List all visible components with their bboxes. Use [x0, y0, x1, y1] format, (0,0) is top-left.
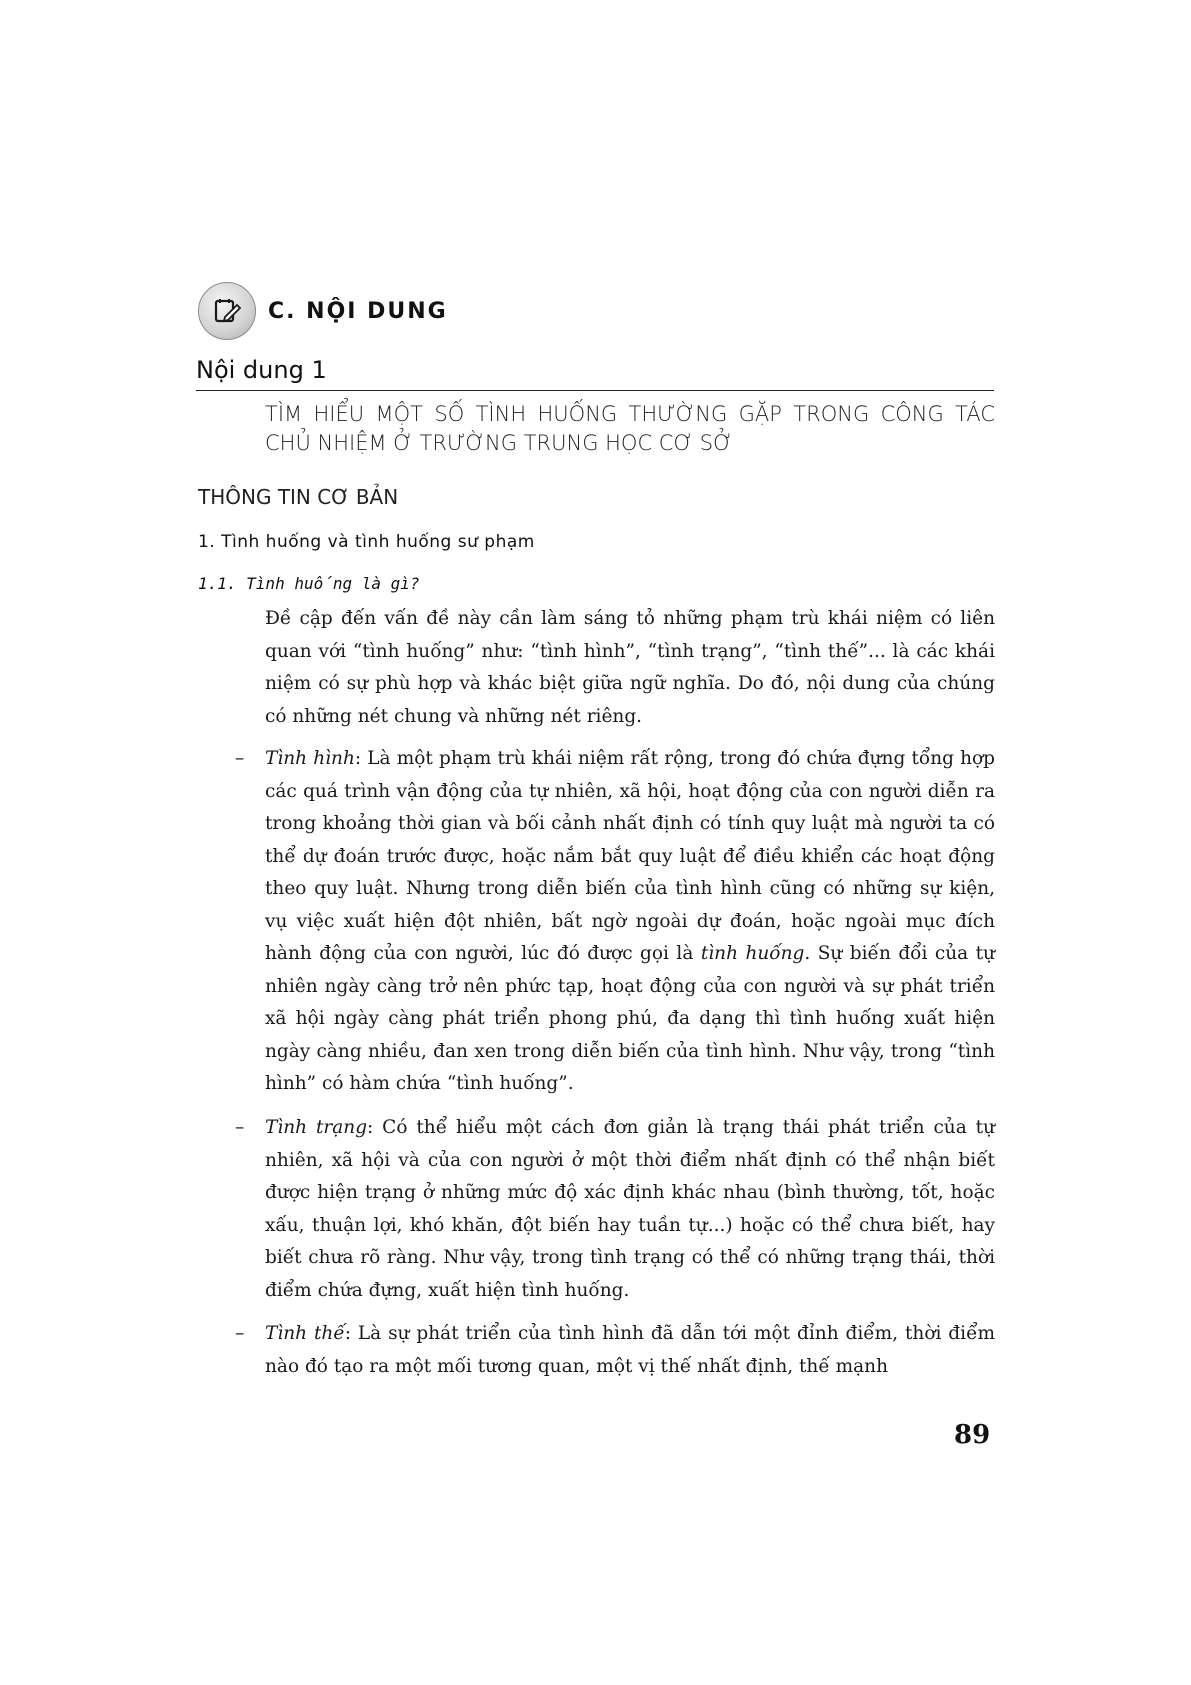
bullet-text: : Là một phạm trù khái niệm rất rộng, trong đó chứa đựng tổng hợp các quá trình vận động của tự nhiên, xã hội, hoạt động của con người diễn ra trong khoảng thời gian và bối cảnh nhất định có tính quy luật mà người ta có thể dự đoán trước được, hoặc nắm bắt quy luật để điều khiển các hoạt động theo quy luật. Nhưng trong diễn biến của tình hình cũng có những sự kiện, vụ việc xuất hiện đột nhiên, bất ngờ ngoài dự đoán, hoặc ngoài mục đích hành động của con người, lúc đó được gọi là [265, 748, 995, 964]
term: tình huống [700, 943, 805, 964]
term: Tình hình [265, 748, 355, 769]
bullet-text: : Có thể hiểu một cách đơn giản là trạng thái phát triển của tự nhiên, xã hội và của con người ở một thời điểm nhất định có thể nhận biết được hiện trạng ở những mức độ xác định khác nhau (bình thường, tốt, hoặc xấu, thuận lợi, khó khăn, đột biến hay tuần tự...) hoặc có thể chưa biết, hay biết chưa rõ ràng. Như vậy, trong tình trạng có thể có những trạng thái, thời điểm chứa đựng, xuất hiện tình huống. [265, 1117, 995, 1301]
content-label: Nội dung 1 [196, 356, 327, 384]
intro-paragraph: Đề cập đến vấn đề này cần làm sáng tỏ những phạm trù khái niệm có liên quan với “tình huống” như: “tình hình”, “tình trạng”, “tình thế”... là các khái niệm có sự phù hợp và khác biệt giữa ngữ nghĩa. Do đó, nội dung của chúng có những nét chung và những nét riêng. [265, 608, 995, 727]
bullet-dash: – [235, 1117, 245, 1138]
bullet-tinh-trang [235, 1112, 995, 1307]
bullet-tinh-hinh [235, 743, 996, 1101]
divider [196, 390, 994, 391]
section-header [198, 282, 448, 340]
page-number: 89 [954, 1420, 991, 1450]
section-title: C. NỘI DUNG [268, 298, 448, 324]
bullet-text: . Sự biến đổi của tự nhiên ngày càng trở nên phức tạp, hoạt động của con người và sự phát triển xã hội ngày càng phát triển phong phú, đa dạng thì tình huống xuất hiện ngày càng nhiều, đan xen trong diễn biến của tình hình. Như vậy, trong “tình hình” có hàm chứa “tình huống”. [265, 943, 996, 1094]
bullet-dash: – [235, 748, 245, 769]
basic-info-heading: THÔNG TIN CƠ BẢN [198, 485, 399, 509]
pencil-note-icon [211, 295, 243, 327]
term: Tình trạng [265, 1117, 368, 1138]
term: Tình thế [265, 1323, 345, 1344]
bullet-dash: – [235, 1323, 245, 1344]
heading-1: 1. Tình huống và tình huống sư phạm [198, 532, 535, 552]
bullet-tinh-the [235, 1318, 995, 1383]
topic-title: TÌM HIỂU MỘT SỐ TÌNH HUỐNG THƯỜNG GẶP TRONG CÔNG TÁC CHỦ NHIỆM Ở TRƯỜNG TRUNG HỌC CƠ SỞ [265, 402, 995, 455]
bullet-text: : Là sự phát triển của tình hình đã dẫn tới một đỉnh điểm, thời điểm nào đó tạo ra một mối tương quan, một vị thế nhất định, thế mạnh [265, 1323, 995, 1377]
heading-1-1: 1.1. Tình huống là gì? [198, 574, 420, 593]
section-badge [198, 282, 256, 340]
